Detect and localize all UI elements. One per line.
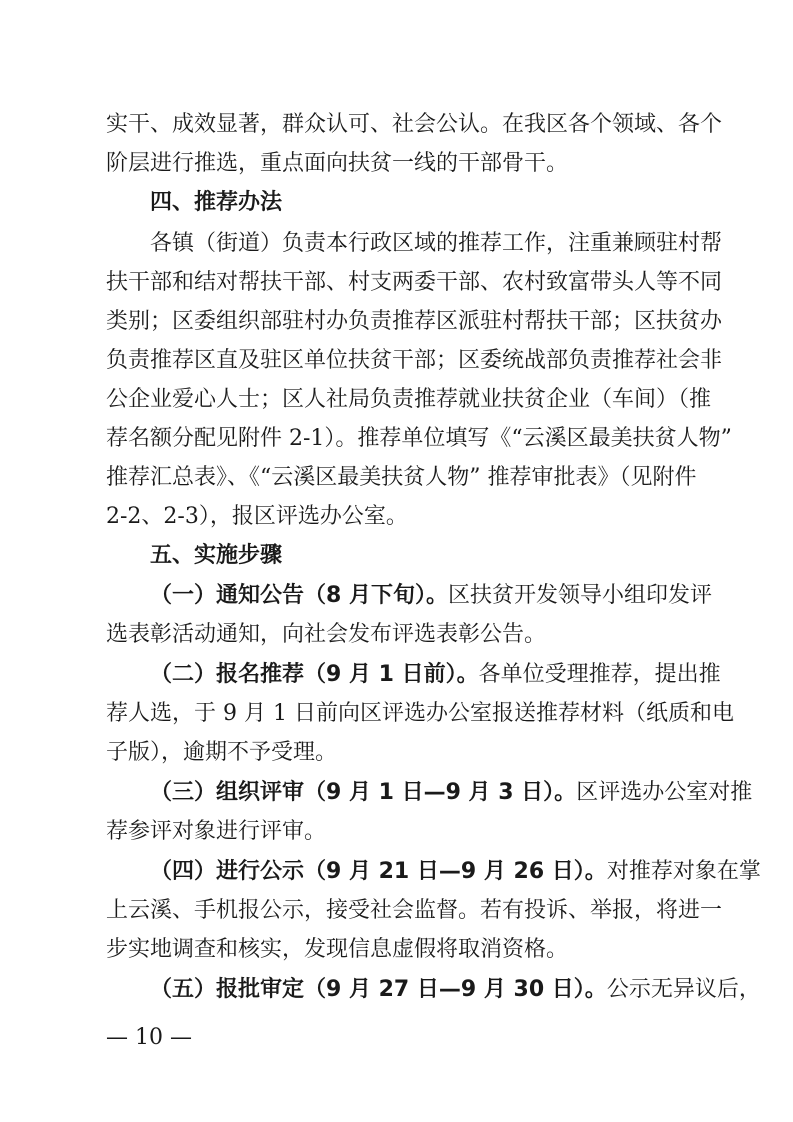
step-3-line: [150, 777, 753, 809]
step-5-text: 公示无异议后，: [606, 977, 761, 1002]
step-1-title: （一）通知公告（8 月下旬）。: [150, 583, 448, 608]
step-2-line: [150, 659, 721, 691]
paragraph-line: 公企业爱心人士；区人社局负责推荐就业扶贫企业（车间）（推: [106, 387, 712, 412]
paragraph-line: 扶干部和结对帮扶干部、村支两委干部、农村致富带头人等不同: [106, 270, 723, 295]
paragraph-line: 推荐汇总表》、《“云溪区最美扶贫人物” 推荐审批表》（见附件: [106, 465, 697, 490]
step-5-title: （五）报批审定（9 月 27 日—9 月 30 日）。: [150, 977, 607, 1002]
paragraph-line: 选表彰活动通知，向社会发布评选表彰公告。: [106, 622, 547, 647]
step-4-text: 对推荐对象在掌: [606, 859, 761, 884]
step-3-title: （三）组织评审（9 月 1 日—9 月 3 日）。: [150, 780, 577, 805]
paragraph-line: 荐名额分配见附件 2-1）。推荐单位填写《“云溪区最美扶贫人物”: [106, 426, 732, 451]
step-1-line: [150, 580, 712, 612]
step-3-text: 区评选办公室对推: [576, 780, 753, 805]
paragraph-line: 步实地调查和核实，发现信息虚假将取消资格。: [106, 937, 569, 962]
paragraph-line: 2-2、2-3），报区评选办公室。: [106, 504, 408, 529]
paragraph-line: 阶层进行推选，重点面向扶贫一线的干部骨干。: [106, 151, 569, 176]
page-number: — 10 —: [106, 1025, 192, 1050]
step-4-title: （四）进行公示（9 月 21 日—9 月 26 日）。: [150, 859, 607, 884]
step-1-text: 区扶贫开发领导小组印发评: [447, 583, 712, 608]
paragraph-line: 负责推荐区直及驻区单位扶贫干部；区委统战部负责推荐社会非: [106, 348, 723, 373]
paragraph-line: 各镇（街道）负责本行政区域的推荐工作，注重兼顾驻村帮: [150, 231, 723, 256]
paragraph-line: 类别；区委组织部驻村办负责推荐区派驻村帮扶干部；区扶贫办: [106, 309, 723, 334]
step-5-line: [150, 974, 761, 1006]
section-heading-5: 五、实施步骤: [150, 543, 283, 568]
paragraph-line: 上云溪、手机报公示，接受社会监督。若有投诉、举报，将进一: [106, 898, 723, 923]
section-heading-4: 四、推荐办法: [150, 190, 283, 215]
step-2-title: （二）报名推荐（9 月 1 日前）。: [150, 662, 479, 687]
step-2-text: 各单位受理推荐，提出推: [478, 662, 721, 687]
paragraph-line: 实干、成效显著，群众认可、社会公认。在我区各个领域、各个: [106, 112, 723, 137]
step-4-line: [150, 856, 761, 888]
paragraph-line: 子版），逾期不予受理。: [106, 740, 338, 765]
paragraph-line: 荐参评对象进行评审。: [106, 819, 327, 844]
paragraph-line: 荐人选，于 9 月 1 日前向区评选办公室报送推荐材料（纸质和电: [106, 701, 734, 726]
